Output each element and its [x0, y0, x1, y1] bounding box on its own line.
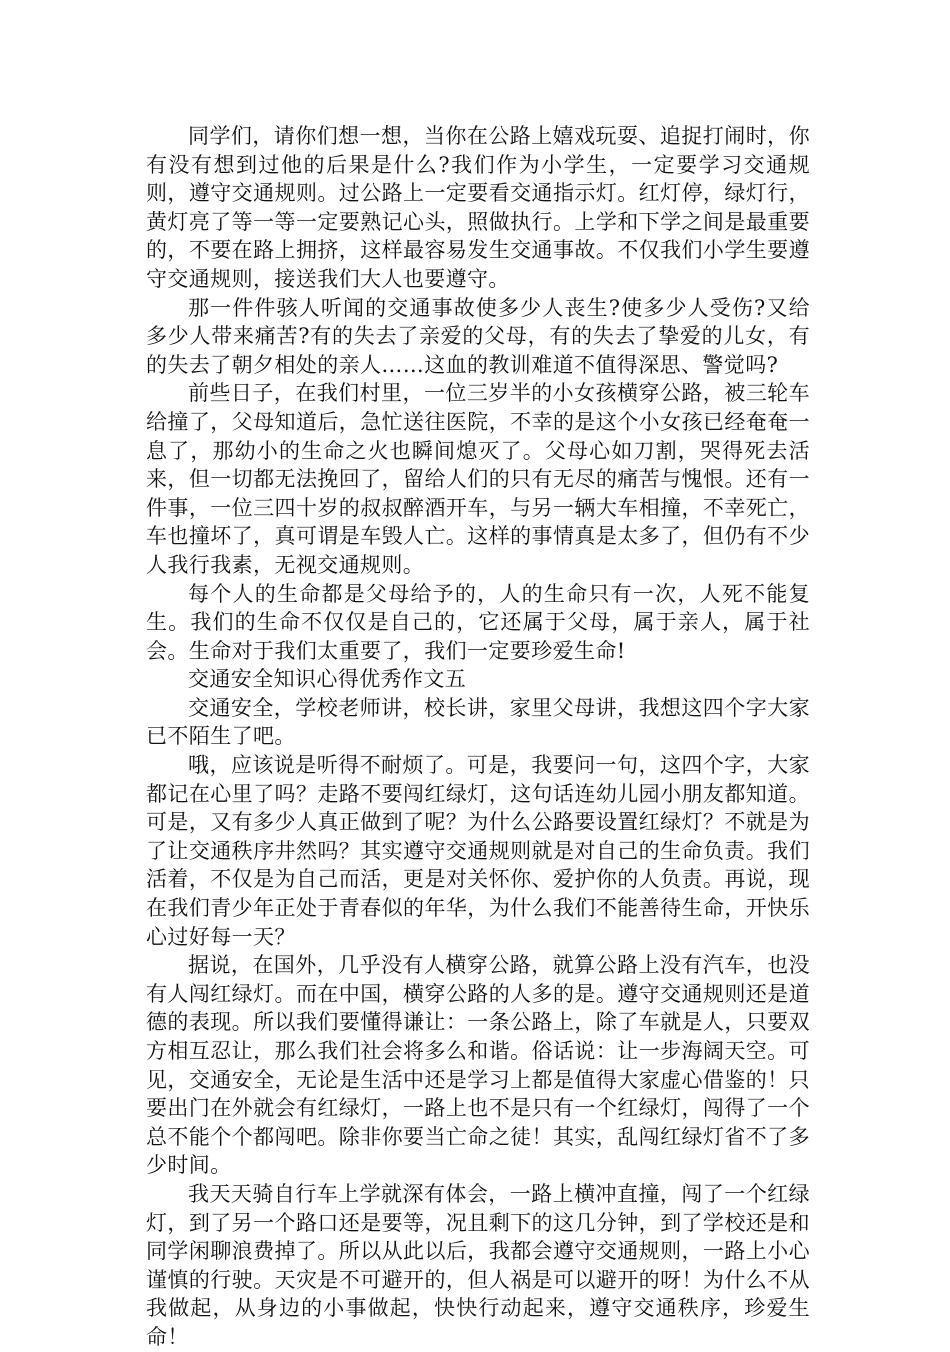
paragraph-2: 那一件件骇人听闻的交通事故使多少人丧生?使多少人受伤?又给多少人带来痛苦?有的失去了亲爱的父母，有的失去了挚爱的儿女，有的失去了朝夕相处的亲人……这血的教训难道不值得深思、警觉吗? — [146, 295, 810, 377]
paragraph-8: 我天天骑自行车上学就深有体会，一路上横冲直撞，闯了一个红绿灯，到了另一个路口还是要等，况且剩下的这几分钟，到了学校还是和同学闲聊浪费掉了。所以从此以后，我都会遵守交通规则，一路上小心谨慎的行驶。天灾是不可避开的，但人祸是可以避开的呀！为什么不从我做起，从身边的小事做起，快快行动起来，遵守交通秩序，珍爱生命！ — [146, 1181, 810, 1349]
document-body — [146, 122, 810, 1352]
paragraph-3: 前些日子，在我们村里，一位三岁半的小女孩横穿公路，被三轮车给撞了，父母知道后，急忙送往医院，不幸的是这个小女孩已经奄奄一息了，那幼小的生命之火也瞬间熄灭了。父母心如刀割，哭得死去活来，但一切都无法挽回了，留给人们的只有无尽的痛苦与愧恨。还有一件事，一位三四十岁的叔叔醉酒开车，与另一辆大车相撞，不幸死亡，车也撞坏了，真可谓是车毁人亡。这样的事情真是太多了，但仍有不少人我行我素，无视交通规则。 — [146, 381, 810, 577]
paragraph-1: 同学们，请你们想一想，当你在公路上嬉戏玩耍、追捉打闹时，你有没有想到过他的后果是什么?我们作为小学生，一定要学习交通规则，遵守交通规则。过公路上一定要看交通指示灯。红灯停，绿灯行，黄灯亮了等一等一定要熟记心头，照做执行。上学和下学之间是最重要的，不要在路上拥挤，这样最容易发生交通事故。不仅我们小学生要遵守交通规则，接送我们大人也要遵守。 — [146, 124, 810, 291]
paragraph-5: 交通安全，学校老师讲，校长讲，家里父母讲，我想这四个字大家已不陌生了吧。 — [146, 695, 810, 749]
section-heading: 交通安全知识心得优秀作文五 — [188, 667, 467, 692]
paragraph-4: 每个人的生命都是父母给予的，人的生命只有一次，人死不能复生。我们的生命不仅仅是自己的，它还属于父母，属于亲人，属于社会。生命对于我们太重要了，我们一定要珍爱生命! — [146, 581, 810, 663]
paragraph-7: 据说，在国外，几乎没有人横穿公路，就算公路上没有汽车，也没有人闯红绿灯。而在中国，横穿公路的人多的是。遵守交通规则还是道德的表现。所以我们要懂得谦让：一条公路上，除了车就是人，只要双方相互忍让，那么我们社会将多么和谐。俗话说：让一步海阔天空。可见，交通安全，无论是生活中还是学习上都是值得大家虚心借鉴的！只要出门在外就会有红绿灯，一路上也不是只有一个红绿灯，闯得了一个总不能个个都闯吧。除非你要当亡命之徒！其实，乱闯红绿灯省不了多少时间。 — [146, 953, 810, 1178]
paragraph-6: 哦，应该说是听得不耐烦了。可是，我要问一句，这四个字，大家都记在心里了吗？走路不要闯红绿灯，这句话连幼儿园小朋友都知道。可是，又有多少人真正做到了呢？为什么公路要设置红绿灯？不就是为了让交通秩序井然吗？其实遵守交通规则就是对自己的生命负责。我们活着，不仅是为自己而活，更是对关怀你、爱护你的人负责。再说，现在我们青少年正处于青春似的年华，为什么我们不能善待生命，开快乐心过好每一天？ — [146, 753, 810, 949]
